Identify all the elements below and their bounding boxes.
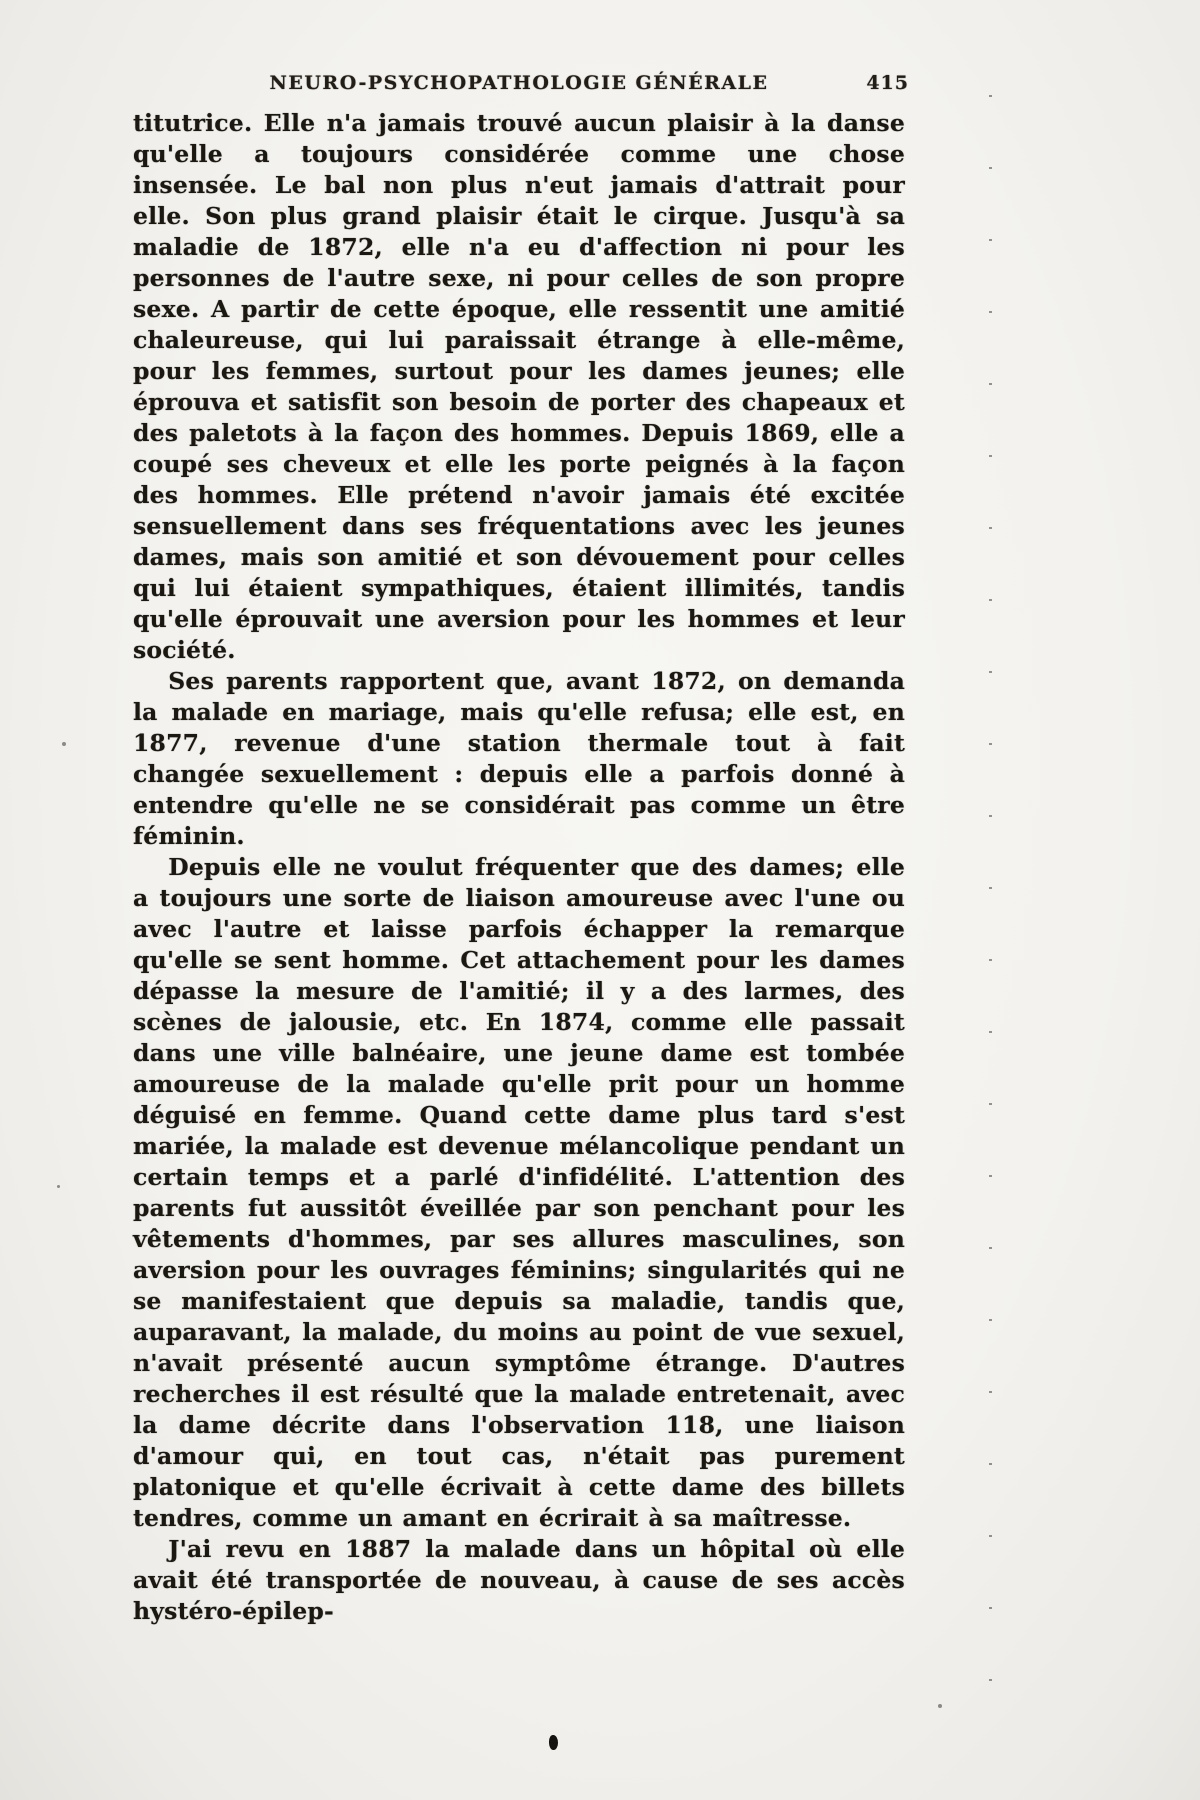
scan-speck [938,1704,942,1708]
ink-blot [549,1735,558,1750]
page-header [133,72,909,94]
paragraph-3: Depuis elle ne voulut fréquenter que des dames; elle a toujours une sorte de liaison amoureuse avec l'une ou avec l'autre et laisse parfois échapper la remarque qu'elle se sent homme. Cet attachement pour les dames dépasse la mesure de l'amitié; il y a des larmes, des scènes de jalousie, etc. En 1874, comme elle passait dans une ville balnéaire, une jeune dame est tombée amoureuse de la malade qu'elle prit pour un homme déguisé en femme. Quand cette dame plus tard s'est mariée, la malade est devenue mélancolique pendant un certain temps et a parlé d'infidélité. L'attention des parents fut aussitôt éveillée par son penchant pour les vêtements d'hommes, par ses allures masculines, son aversion pour les ouvrages féminins; singularités qui ne se manifestaient que depuis sa maladie, tandis que, auparavant, la malade, du moins au point de vue sexuel, n'avait présenté aucun symptôme étrange. D'autres recherches il est résulté que la malade entretenait, avec la dame décrite dans l'observation 118, une liaison d'amour qui, en tout cas, n'était pas purement platonique et qu'elle écrivait à cette dame des billets tendres, comme un amant en écrirait à sa maîtresse. [133,853,905,1532]
running-title: NEURO-PSYCHOPATHOLOGIE GÉNÉRALE [269,72,769,94]
scan-speck [62,742,66,746]
paragraph-4: J'ai revu en 1887 la malade dans un hôpital où elle avait été transportée de nouveau, à cause de ses accès hystéro-épilep- [133,1535,905,1625]
scan-edge-noise [989,95,992,1715]
paragraph-2: Ses parents rapportent que, avant 1872, on demanda la malade en mariage, mais qu'elle refusa; elle est, en 1877, revenue d'une station thermale tout à fait changée sexuellement : depuis elle a parfois donné à entendre qu'elle ne se considérait pas comme un être féminin. [133,667,905,850]
scan-speck [57,1185,60,1188]
page-body [133,108,905,1627]
page-number: 415 [866,72,909,94]
paragraph-1: titutrice. Elle n'a jamais trouvé aucun plaisir à la danse qu'elle a toujours considérée comme une chose insensée. Le bal non plus n'eut jamais d'attrait pour elle. Son plus grand plaisir était le cirque. Jusqu'à sa maladie de 1872, elle n'a eu d'affection ni pour les personnes de l'autre sexe, ni pour celles de son propre sexe. A partir de cette époque, elle ressentit une amitié chaleureuse, qui lui paraissait étrange à elle-même, pour les femmes, surtout pour les dames jeunes; elle éprouva et satisfit son besoin de porter des chapeaux et des paletots à la façon des hommes. Depuis 1869, elle a coupé ses cheveux et elle les porte peignés à la façon des hommes. Elle prétend n'avoir jamais été excitée sensuellement dans ses fréquentations avec les jeunes dames, mais son amitié et son dévouement pour celles qui lui étaient sympathiques, étaient illimités, tandis qu'elle éprouvait une aversion pour les hommes et leur société. [133,109,905,664]
